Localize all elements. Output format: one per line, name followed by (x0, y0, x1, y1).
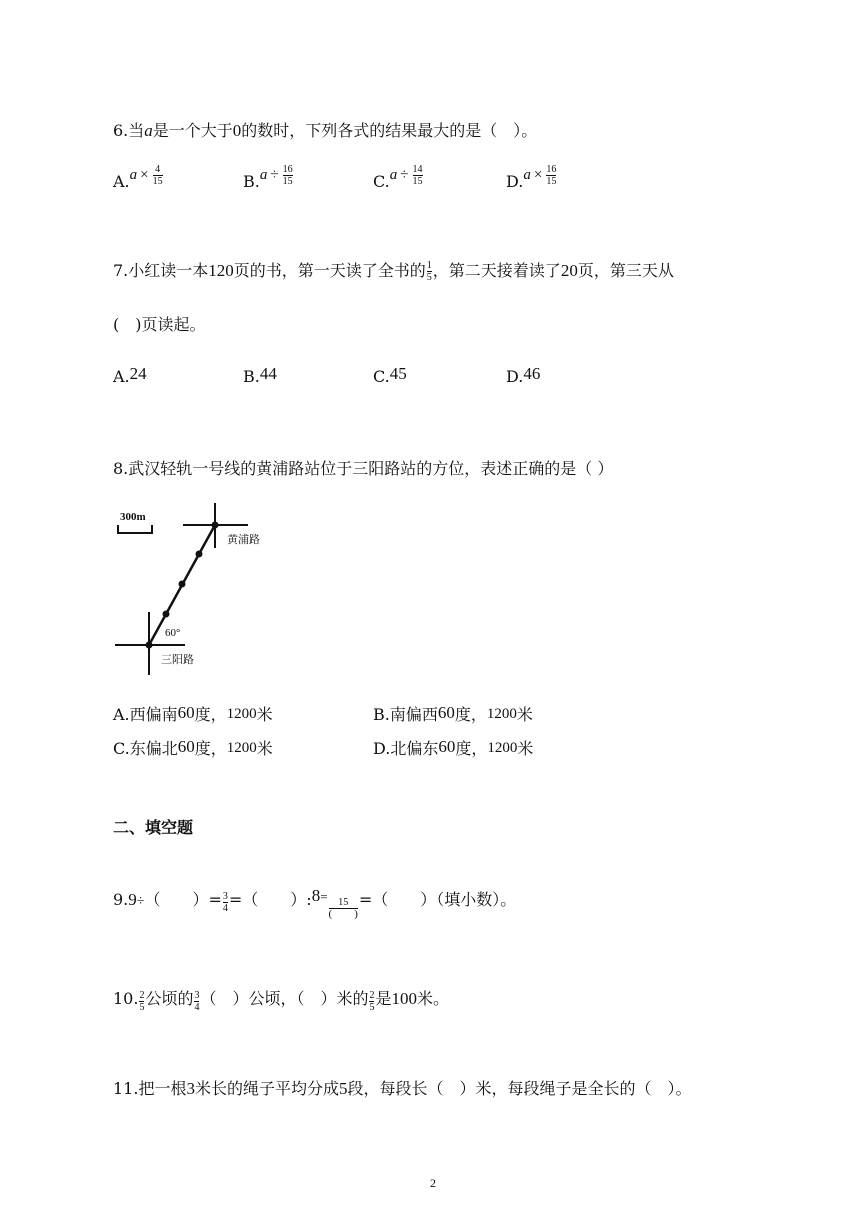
q10-text-4: 米。 (417, 989, 450, 1008)
frac-den: 4 (194, 1002, 200, 1013)
option-degrees: 60 (438, 737, 456, 756)
option-label: D. (506, 367, 524, 386)
expr-op: ÷ (270, 167, 279, 183)
option-unit: 度， (454, 705, 487, 724)
route-dot (146, 642, 153, 649)
q9-fraction-2 (329, 897, 358, 920)
frac-num: 4 (155, 164, 161, 175)
q6-number: 6. (113, 121, 129, 140)
option-expression (390, 164, 424, 187)
frac-den: 5 (139, 1002, 145, 1013)
q7-number-20: 20 (560, 261, 578, 280)
frac-den: ( ) (328, 908, 358, 920)
option-label: C. (373, 367, 390, 386)
scale-label: 300m (120, 511, 146, 523)
frac-den: 15 (152, 176, 163, 187)
option-meters: 米 (516, 705, 533, 724)
top-station-label: 黄浦路 (227, 533, 260, 546)
q9-blank-1: （ ） (144, 890, 209, 909)
option-label: D. (506, 172, 524, 191)
q6-option-c[interactable] (373, 160, 424, 191)
option-meters: 米 (517, 739, 534, 758)
option-value: 24 (129, 364, 147, 383)
frac-num: 2 (369, 990, 375, 1001)
option-meters: 米 (256, 739, 273, 758)
q6-text-2: 是一个大于 (152, 121, 233, 140)
option-meters: 米 (256, 705, 273, 724)
option-value: 45 (389, 364, 407, 383)
option-value: 46 (523, 364, 541, 383)
fraction (413, 164, 423, 187)
q9-equals-2: =（ ） (228, 890, 307, 909)
q8-option-a[interactable] (113, 702, 273, 725)
q10-fraction-2 (194, 990, 199, 1013)
option-label: B. (243, 367, 260, 386)
route-dot (212, 522, 219, 529)
q11-text-3: 段，每段长（ ）米，每段绳子是全长的（ ）。 (347, 1079, 692, 1098)
q11-text-1: 11.把一根 (113, 1079, 187, 1098)
section-title: 二、填空题 (113, 818, 194, 837)
option-degrees: 60 (177, 703, 195, 722)
expr-op: × (533, 167, 543, 183)
q7-option-b[interactable] (243, 364, 277, 386)
expr-op: ÷ (400, 167, 409, 183)
option-label: C. (113, 739, 130, 758)
q10-fraction-3 (369, 990, 374, 1013)
option-unit: 度， (455, 739, 488, 758)
q10-fraction-1 (139, 990, 144, 1013)
q6-zero: 0 (232, 121, 242, 140)
frac-den: 15 (412, 176, 423, 187)
q7-text-1: 7.小红读一本 (113, 261, 209, 280)
expr-op: × (140, 167, 149, 183)
q6-text-1: 当 (128, 121, 145, 140)
q10-number: 10. (113, 989, 139, 1008)
option-direction: 北偏东 (390, 739, 439, 758)
q6-option-b[interactable] (243, 160, 294, 191)
option-distance: 1200 (487, 740, 518, 756)
q9-equals-1: = (208, 890, 222, 909)
q7-fraction (427, 260, 432, 283)
page-number: 2 (430, 1176, 436, 1190)
option-unit: 度， (194, 705, 227, 724)
option-distance: 1200 (486, 706, 517, 722)
fraction (153, 164, 163, 187)
option-label: B. (243, 172, 260, 191)
option-distance: 1200 (226, 740, 257, 756)
expr-var: a (389, 167, 398, 183)
scale-bar (118, 525, 152, 533)
q8-stem: 8.武汉轻轨一号线的黄浦路站位于三阳路站的方位，表述正确的是（ ） (113, 459, 614, 478)
q7-text-4: 页，第三天从 (577, 261, 674, 280)
frac-num: 3 (194, 990, 200, 1001)
q9-divide: ÷ (136, 894, 145, 909)
frac-den: 15 (546, 176, 557, 187)
q10-number-100: 100 (391, 989, 417, 1008)
route-dot (196, 551, 203, 558)
q11-number-5: 5 (338, 1079, 348, 1098)
q10-text-2: （ ）公顷，（ ）米的 (200, 989, 369, 1008)
frac-den: 4 (222, 903, 228, 914)
q6-text-3: 的数时，下列各式的结果最大的是（ ）。 (241, 121, 538, 140)
q8-map-figure (110, 500, 310, 680)
option-degrees: 60 (177, 737, 195, 756)
frac-num: 1 (426, 260, 432, 271)
q8-option-d[interactable] (373, 736, 533, 759)
q9-colon: : (306, 890, 312, 909)
option-label: C. (373, 172, 390, 191)
frac-num: 2 (139, 990, 145, 1001)
option-direction: 南偏西 (389, 705, 438, 724)
q9-eight: 8 (311, 886, 321, 905)
q7-option-c[interactable] (373, 364, 407, 386)
q7-stem-line2: ( )页读起。 (113, 315, 206, 334)
frac-num: 15 (338, 897, 349, 908)
q11-number-3: 3 (186, 1079, 195, 1098)
option-expression (523, 164, 557, 187)
q7-option-a[interactable] (113, 364, 147, 386)
option-expression (130, 164, 164, 187)
q10-text-3: 是 (375, 989, 392, 1008)
q6-variable: a (144, 121, 153, 140)
angle-label: 60° (165, 627, 181, 639)
option-direction: 西偏南 (129, 705, 178, 724)
q6-option-a[interactable] (113, 160, 164, 191)
option-label: A. (113, 172, 130, 191)
q7-stem-line1 (113, 258, 674, 283)
frac-num: 16 (282, 164, 293, 175)
frac-num: 16 (546, 164, 557, 175)
option-label: D. (373, 739, 391, 758)
frac-num: 3 (222, 891, 228, 902)
q7-text-2: 页的书，第一天读了全书的 (233, 261, 426, 280)
q11-stem (113, 1076, 691, 1099)
q9-stem (113, 886, 516, 920)
q7-text-3: ，第二天接着读了 (432, 261, 561, 280)
q9-fraction-1 (223, 891, 228, 914)
option-unit: 度， (194, 739, 227, 758)
q6-stem (113, 118, 537, 141)
fraction (546, 164, 556, 187)
frac-den: 15 (282, 176, 293, 187)
q8-option-b[interactable] (373, 702, 533, 725)
option-label: B. (373, 705, 390, 724)
option-expression (260, 164, 294, 187)
expr-var: a (259, 167, 268, 183)
route-dot (163, 611, 170, 618)
expr-var: a (523, 167, 531, 183)
q10-stem (113, 986, 449, 1013)
q6-option-d[interactable] (506, 160, 557, 191)
frac-den: 5 (426, 272, 432, 283)
fraction (283, 164, 293, 187)
option-distance: 1200 (226, 706, 257, 722)
q10-text-1: 公顷的 (145, 989, 194, 1008)
option-degrees: 60 (437, 703, 455, 722)
q7-number-120: 120 (208, 261, 234, 280)
option-label: A. (113, 705, 130, 724)
q8-option-c[interactable] (113, 736, 273, 759)
q9-number: 9. (113, 890, 129, 909)
bottom-station-label: 三阳路 (161, 653, 194, 666)
option-label: A. (113, 367, 130, 386)
frac-den: 5 (369, 1002, 375, 1013)
option-value: 44 (259, 364, 277, 383)
q9-nine: 9 (128, 890, 137, 909)
q9-equals-4: =（ ）（填小数）。 (358, 890, 517, 909)
route-dot (179, 581, 186, 588)
option-direction: 东偏北 (129, 739, 178, 758)
q11-text-2: 米长的绳子平均分成 (194, 1079, 339, 1098)
frac-num: 14 (412, 164, 423, 175)
q9-equals-3: = (320, 889, 328, 904)
expr-var: a (129, 167, 138, 183)
q7-option-d[interactable] (506, 364, 540, 386)
